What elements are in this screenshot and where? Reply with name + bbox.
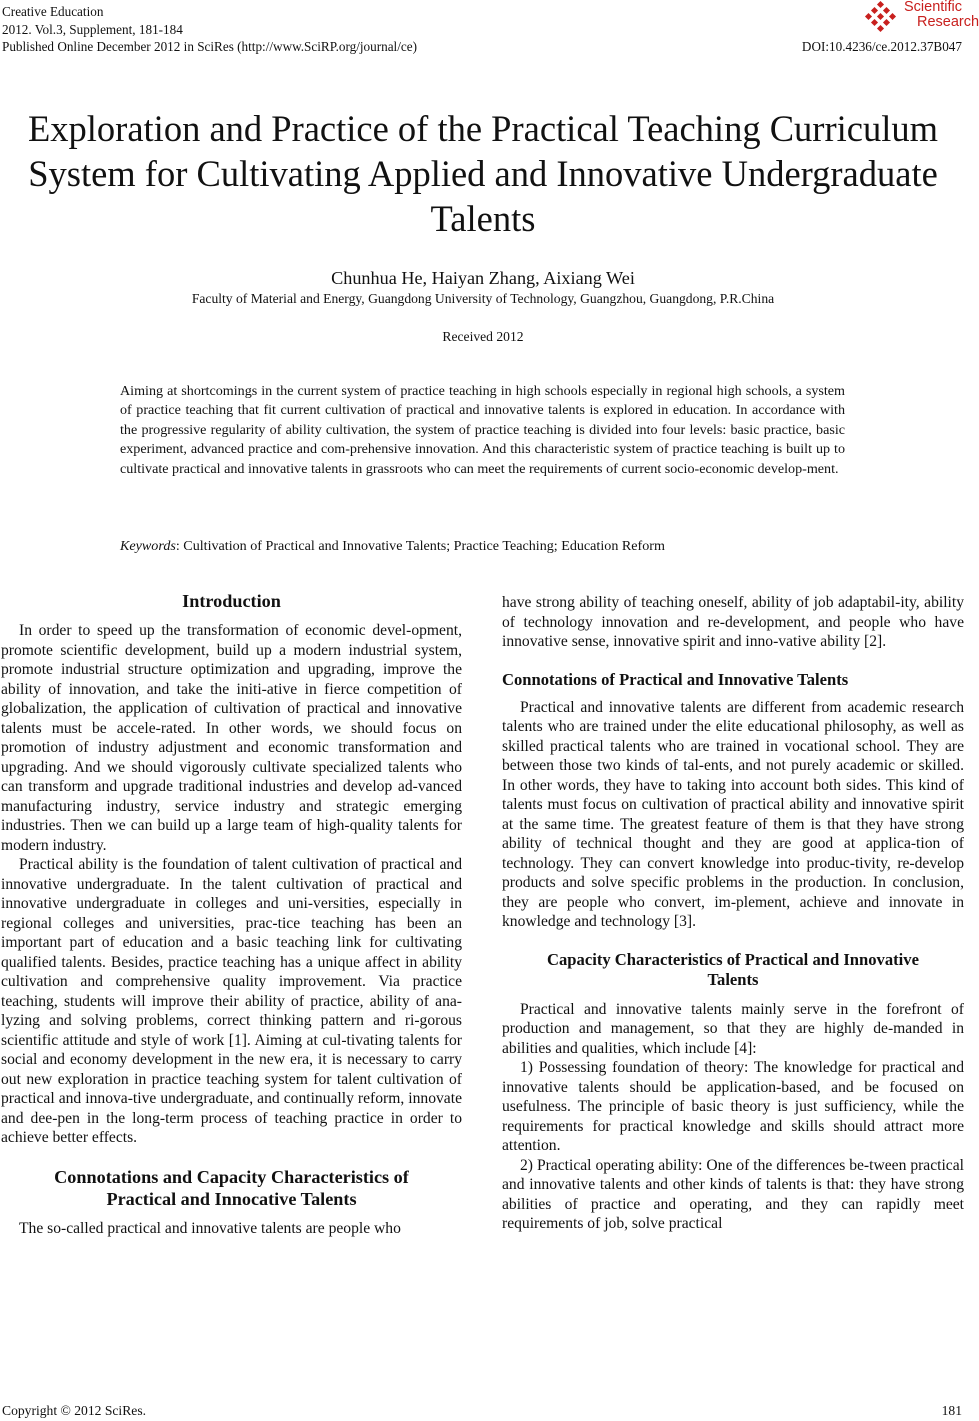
keywords-label: Keywords [120, 538, 176, 554]
right-column [502, 593, 964, 1234]
copyright: Copyright © 2012 SciRes. [2, 1403, 147, 1418]
received-date: Received 2012 [442, 329, 524, 344]
connotations-heading: Connotations of Practical and Innovative Talents [502, 669, 849, 689]
capacity-heading-line-2: Talents [707, 969, 759, 989]
connotations-paragraph: Practical and innovative talents are different from academic research talents who are trained under the elite educational philosophy, as well as skilled practical talents who are trained in vocational school. They are between those two kinds of tal-ents, and not purely academic or skilled. In other words, they have to taking into account both sides. This kind of talents must focus on cultivation of practical ability and innovative spirit at the same time. The greatest feature of them is that they have strong ability of technical thought and they are good at applica-tion of technology. They can convert knowledge into produc-tivity, re-develop products and solve specific problems in the production. In conclusion, they are people who convert, im-plement, achieve and innovate in knowledge and technology [3]. [502, 698, 964, 930]
introduction-heading: Introduction [182, 591, 281, 611]
capacity-paragraph-2: 1) Possessing foundation of theory: The knowledge for practical and innovative talents should be application-based, and be focused on usefulness. The principle of basic theory is just sufficiency, while the requirements for practical knowledge and skills should attract more attention. [502, 1059, 964, 1154]
page-number: 181 [941, 1403, 962, 1418]
keywords [120, 537, 845, 556]
capacity-heading [502, 950, 964, 990]
authors: Chunhua He, Haiyan Zhang, Aixiang Wei [331, 268, 635, 288]
intro-paragraph-2: Practical ability is the foundation of talent cultivation of practical and innovative undergraduate. In the talent cultivation of practical and innovative undergraduate in colleges and uni-versities, especially in regional colleges and universities, prac-tice teaching has been an important part of education and a basic teaching link for cultivating qualified talents. Besides, practice teaching has a unique affect in ability cultivation and comprehensive quality improvement. Via practice teaching, students will improve their ability of practice, ability of ana-lyzing and solving problems, correct thinking pattern and ri-gorous scientific attitude and style of work [1]. Aiming at cul-tivating talents for social and economy development in the new era, it is necessary to carry out new exploration in practice teaching system for talent cultivation of practical and innova-tive undergraduate, and continually reform, innovate and dee-pen in the long-term process of teaching practice in order to achieve better effects. [1, 856, 462, 1146]
capacity-paragraph-3: 2) Practical operating ability: One of the differences be-tween practical and innovative talents and other kinds of talents is that: they have strong abilities of practice and operating, and they can rapidly meet requirements of job, solve practical [502, 1156, 964, 1232]
journal-name: Creative Education [2, 4, 104, 19]
logo-line-research: Research [917, 14, 979, 30]
title-line-3: Talents [430, 198, 536, 239]
abstract: Aiming at shortcomings in the current system of practice teaching in high schools especially in regional high schools, a system of practice teaching that fit current cultivation of practical and innovative talents is explored in education. In accordance with the progressive regularity of ability cultivation, the system of practice teaching is divided into four levels: basic practice, basic experiment, advanced practice and com-prehensive innovation. And this characteristic system of practice teaching is built up to cultivate practical and innovative talents in grassroots who can meet the requirements of current socio-economic develop-ment. [120, 383, 845, 477]
title-line-2: System for Cultivating Applied and Innovative Undergraduate [28, 153, 938, 194]
keywords-text: : Cultivation of Practical and Innovative Talents; Practice Teaching; Education Reform [175, 538, 665, 554]
section-heading-line-1: Connotations and Capacity Characteristics of [54, 1166, 409, 1187]
intro-paragraph-1: In order to speed up the transformation of economic devel-opment, promote scientific development, build up a modern industrial system, promote industrial structure optimization and upgrading, improve the ability of innovation, and take the initi-ative in fierce competition of globalization, the application of cultivation of practical and innovative talents must be accele-rated. In other words, we should focus on promotion of industry adjustment and economic transformation and upgrading. And we should vigorously cultivate specialized talents who can transform and upgrade traditional industries and develop ad-vanced manufacturing industry, service industry and strategic emerging industries. Then we can build up a large team of high-quality talents for modern industry. [1, 622, 462, 854]
title-line-1: Exploration and Practice of the Practical Teaching Curriculum [28, 108, 938, 149]
journal-volume: 2012. Vol.3, Supplement, 181-184 [2, 21, 183, 37]
journal-header [2, 3, 417, 56]
capacity-heading-line-1: Capacity Characteristics of Practical and Innovative [547, 949, 919, 969]
doi: DOI:10.4236/ce.2012.37B047 [801, 39, 962, 54]
publication-info: Published Online December 2012 in SciRes (http://www.SciRP.org/journal/ce) [2, 39, 417, 54]
section-heading-line-2: Practical and Innocative Talents [106, 1188, 357, 1209]
left-column [1, 590, 462, 1238]
section-heading-connotations-capacity [1, 1166, 462, 1210]
affiliation: Faculty of Material and Energy, Guangdong University of Technology, Guangzhou, Guangdong, P.R.China [191, 291, 775, 306]
section2-paragraph-1: The so-called practical and innovative talents are people who [19, 1219, 401, 1237]
logo-line-scientific: Scientific [904, 0, 963, 15]
logo-wordmark [904, 0, 979, 30]
continued-paragraph: have strong ability of teaching oneself, ability of job adaptabil-ity, ability of technology innovation and re-development, and people who have innovative sense, innovative spirit and inno-vative ability [2]. [502, 594, 964, 650]
capacity-paragraph-1: Practical and innovative talents mainly serve in the forefront of production and management, so that they are highly de-manded in abilities and qualities, which include [4]: [502, 1000, 964, 1057]
paper-title [0, 106, 966, 241]
